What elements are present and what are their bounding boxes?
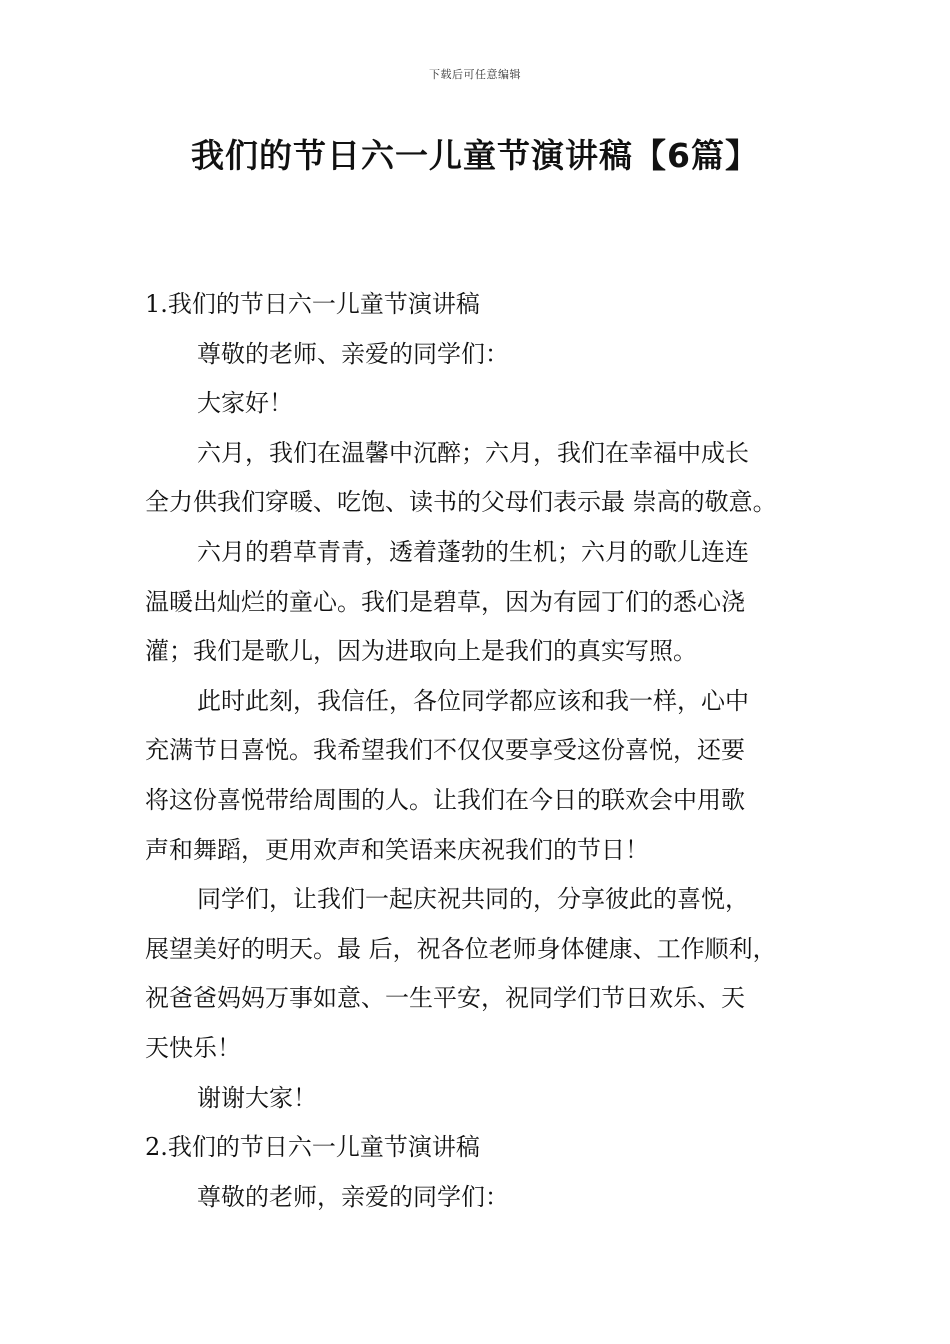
body-line: 展望美好的明天。最 后，祝各位老师身体健康、工作顺利， xyxy=(145,934,777,963)
body-line: 灌；我们是歌儿，因为进取向上是我们的真实写照。 xyxy=(145,637,697,666)
body-line: 大家好！ xyxy=(197,389,293,418)
body-line: 将这份喜悦带给周围的人。让我们在今日的联欢会中用歌 xyxy=(145,785,745,814)
body-line: 1.我们的节日六一儿童节演讲稿 xyxy=(145,290,480,318)
document-body xyxy=(145,280,825,1222)
body-line: 祝爸爸妈妈万事如意、一生平安，祝同学们节日欢乐、天 xyxy=(145,984,745,1013)
body-line: 同学们，让我们一起庆祝共同的，分享彼此的喜悦， xyxy=(197,885,749,914)
document-title: 我们的节日六一儿童节演讲稿【6篇】 xyxy=(191,136,759,175)
body-line: 尊敬的老师、亲爱的同学们： xyxy=(197,339,509,368)
body-line: 尊敬的老师，亲爱的同学们： xyxy=(197,1182,509,1211)
body-line: 此时此刻，我信任，各位同学都应该和我一样，心中 xyxy=(197,686,749,715)
body-line: 温暖出灿烂的童心。我们是碧草，因为有园丁们的悉心浇 xyxy=(145,587,745,616)
body-line: 2.我们的节日六一儿童节演讲稿 xyxy=(145,1133,480,1162)
body-line: 声和舞蹈，更用欢声和笑语来庆祝我们的节日！ xyxy=(145,835,649,864)
body-line: 六月，我们在温馨中沉醉；六月，我们在幸福中成长 xyxy=(197,438,749,467)
body-line: 天快乐！ xyxy=(145,1033,241,1062)
body-line: 谢谢大家！ xyxy=(197,1083,317,1112)
page-header-note: 下载后可任意编辑 xyxy=(429,68,521,81)
body-line: 充满节日喜悦。我希望我们不仅仅要享受这份喜悦，还要 xyxy=(145,736,745,765)
body-line: 全力供我们穿暖、吃饱、读书的父母们表示最 崇高的敬意。 xyxy=(145,488,777,517)
body-line: 六月的碧草青青，透着蓬勃的生机；六月的歌儿连连 xyxy=(197,537,749,566)
